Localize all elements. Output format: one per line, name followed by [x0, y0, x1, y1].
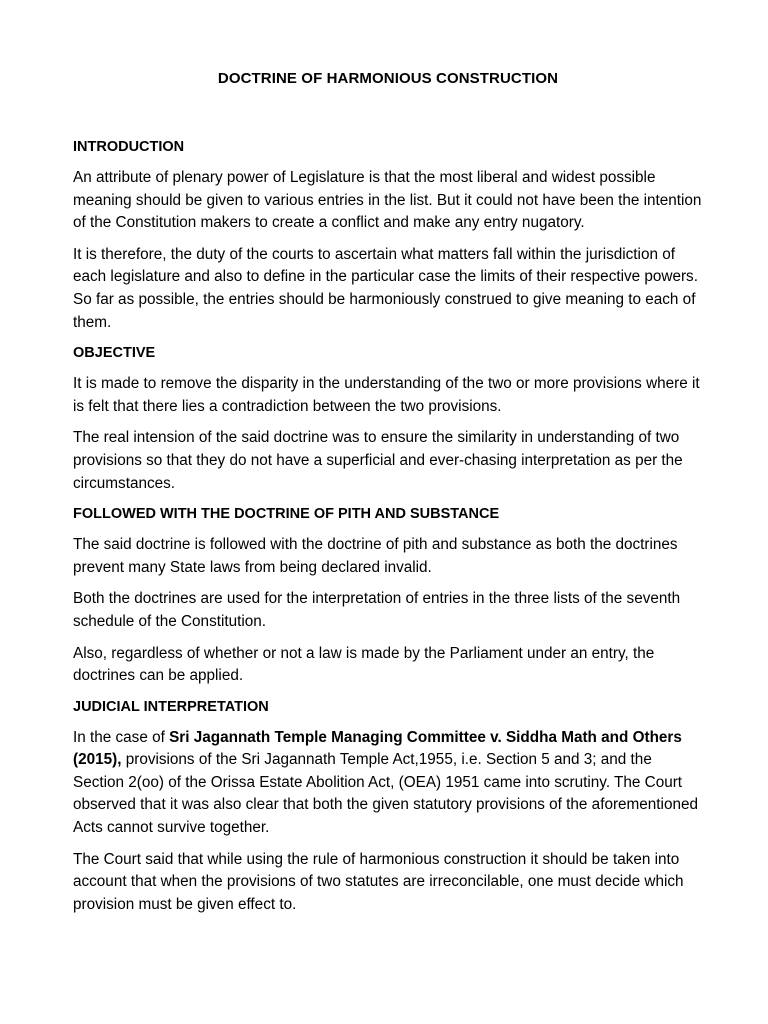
document-page	[73, 70, 703, 925]
section-objective	[73, 343, 703, 495]
section-heading: OBJECTIVE	[73, 345, 156, 362]
paragraph: Both the doctrines are used for the interpretation of entries in the three lists of the seventh schedule of the Constitution.	[73, 590, 681, 630]
paragraph: The Court said that while using the rule of harmonious construction it should be taken into account that when the provisions of two statutes are irreconcilable, one must decide which provision must be given effect to.	[73, 850, 684, 913]
section-pith-and-substance	[73, 504, 703, 688]
paragraph: It is made to remove the disparity in the understanding of the two or more provisions where it is felt that there lies a contradiction between the two provisions.	[73, 375, 700, 415]
section-heading: FOLLOWED WITH THE DOCTRINE OF PITH AND SUBSTANCE	[73, 506, 500, 523]
section-heading: INTRODUCTION	[73, 139, 185, 155]
paragraph: The said doctrine is followed with the doctrine of pith and substance as both the doctrines prevent many State laws from being declared invalid.	[73, 536, 678, 576]
section-introduction	[73, 137, 703, 334]
case-suffix: provisions of the Sri Jagannath Temple Act,1955, i.e. Section 5 and 3; and the Section 2(oo) of the Orissa Estate Abolition Act, (OEA) 1951 came into scrutiny. The Court observed that it was also clear that both the given statutory provisions of the aforementioned Acts cannot survive together.	[73, 751, 698, 837]
paragraph: The real intension of the said doctrine was to ensure the similarity in understanding of two provisions so that they do not have a superficial and ever-chasing interpretation as per the circumstances.	[73, 429, 683, 492]
paragraph: It is therefore, the duty of the courts to ascertain what matters fall within the jurisdiction of each legislature and also to define in the particular case the limits of their respective powers. So far as possible, the entries should be harmoniously construed to give meaning to each of them.	[73, 245, 698, 331]
case-prefix: In the case of	[73, 728, 170, 746]
paragraph: An attribute of plenary power of Legislature is that the most liberal and widest possible meaning should be given to various entries in the list. But it could not have been the intention of the Constitution makers to create a conflict and make any entry nugatory.	[73, 169, 702, 232]
document-title: DOCTRINE OF HARMONIOUS CONSTRUCTION	[217, 70, 559, 87]
section-judicial-interpretation	[73, 697, 703, 917]
paragraph: Also, regardless of whether or not a law is made by the Parliament under an entry, the doctrines can be applied.	[73, 644, 655, 685]
case-name: Sri Jagannath Temple Managing Committee v. Siddha Math and Others (2015),	[73, 728, 682, 769]
section-heading: JUDICIAL INTERPRETATION	[73, 698, 269, 715]
case-paragraph	[73, 727, 703, 840]
